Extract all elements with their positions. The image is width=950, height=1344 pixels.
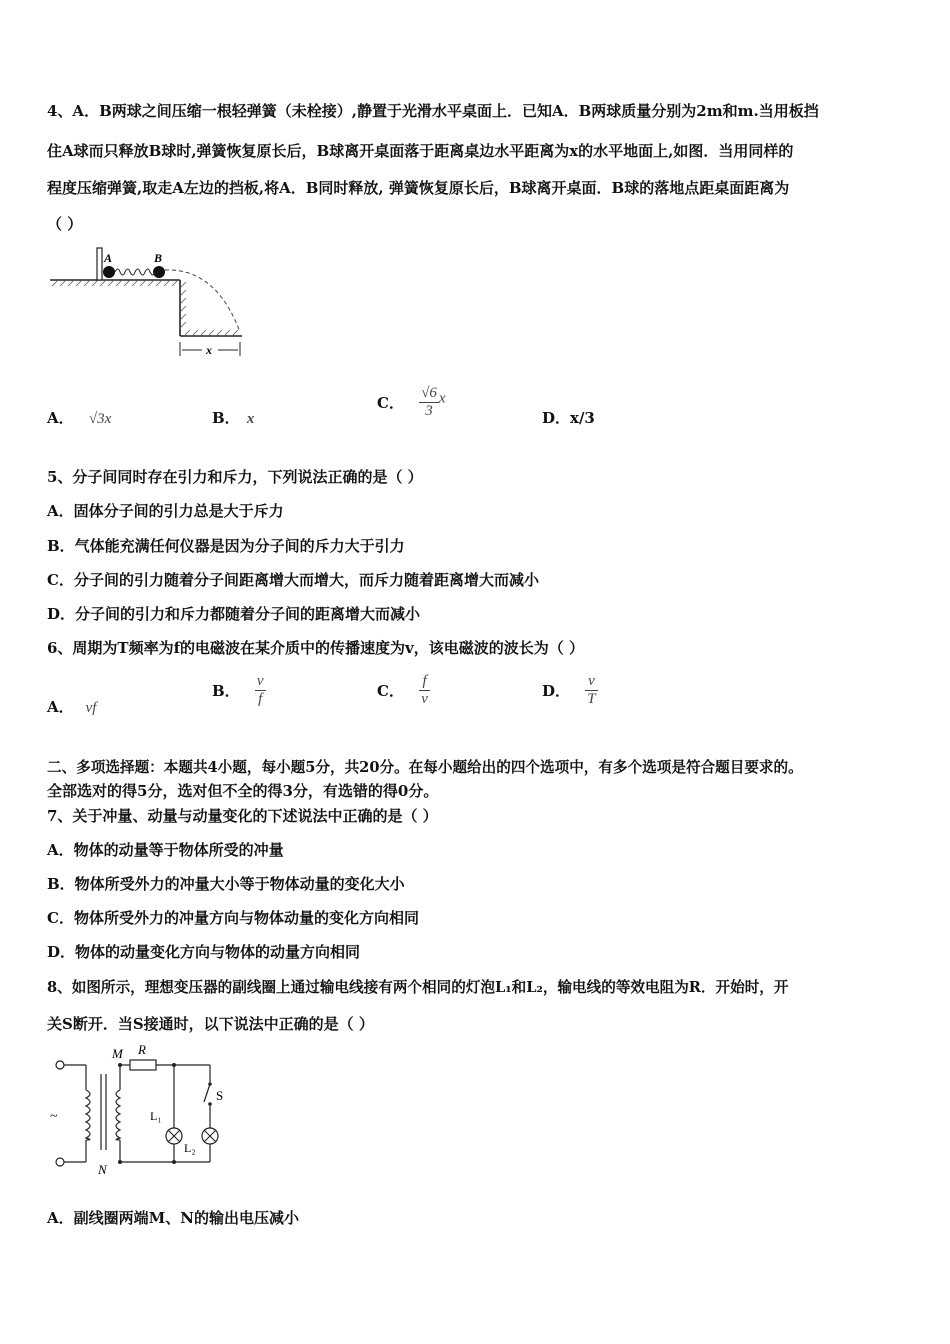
q7-option-c: C．物体所受外力的冲量方向与物体动量的变化方向相同 [47, 909, 419, 927]
q8-label-l2: L₂ [184, 1141, 196, 1155]
q4-option-a: A． √3x [47, 409, 112, 427]
q6-option-c: C． $\frac{f}{v}$ [377, 673, 428, 707]
q4-stem-line3: 程度压缩弹簧,取走A左边的挡板,将A．B同时释放, 弹簧恢复原长后，B球离开桌面．B球的落地点距桌面距离为 [47, 179, 790, 197]
q4-option-d: D．x/3 [542, 409, 595, 427]
q7-stem: 7、关于冲量、动量与动量变化的下述说法中正确的是（ ） [47, 807, 438, 825]
q8-circuit-figure [46, 1040, 236, 1180]
q4-label-a: A [104, 251, 113, 265]
q6-stem: 6、周期为T频率为f的电磁波在某介质中的传播速度为v，该电磁波的波长为（ ） [47, 639, 584, 657]
q7-option-b: B．物体所受外力的冲量大小等于物体动量的变化大小 [47, 875, 405, 893]
q8-ac-label: ~ [50, 1109, 58, 1124]
q4-stem-line1: 4、A．B两球之间压缩一根轻弹簧（未栓接）,静置于光滑水平桌面上．已知A．B两球质量分别为2m和m.当用板挡 [47, 102, 819, 120]
q5-option-d: D．分子间的引力和斥力都随着分子间的距离增大而减小 [47, 605, 421, 623]
q4-spring-figure [46, 240, 256, 360]
q8-option-a: A．副线圈两端M、N的输出电压减小 [47, 1209, 299, 1227]
q7-option-a: A．物体的动量等于物体所受的冲量 [47, 841, 284, 859]
q4-option-b: B． x [212, 409, 255, 427]
q6-option-a: A． vf [47, 698, 97, 716]
q4-stem-line2: 住A球而只释放B球时,弹簧恢复原长后，B球离开桌面落于距离桌边水平距离为x的水平地面上,如图．当用同样的 [47, 142, 794, 160]
q8-label-n: N [98, 1162, 107, 1177]
q8-stem-line2: 关S断开．当S接通时，以下说法中正确的是（ ） [47, 1015, 374, 1033]
q8-label-m: M [112, 1046, 123, 1061]
q8-label-r: R [138, 1042, 146, 1057]
q4-stem-line4: （ ） [47, 215, 83, 233]
q6-option-d: D． $\frac{v}{T}$ [542, 673, 596, 707]
section2-heading-line1: 二、多项选择题：本题共4小题，每小题5分，共20分。在每小题给出的四个选项中，有多个选项是符合题目要求的。 [47, 759, 803, 776]
q5-option-c: C．分子间的引力随着分子间距离增大而增大，而斥力随着距离增大而减小 [47, 571, 539, 589]
q8-label-s: S [216, 1088, 224, 1103]
section2-heading-line2: 全部选对的得5分，选对但不全的得3分，有选错的得0分。 [47, 782, 439, 800]
q8-label-l1: L₁ [150, 1109, 162, 1123]
q4-option-c: C． $\frac{√6}{3}$ x [377, 385, 446, 419]
q4-label-x: x [206, 343, 212, 357]
q5-option-b: B．气体能充满任何仪器是因为分子间的斥力大于引力 [47, 537, 405, 555]
q5-option-a: A．固体分子间的引力总是大于斥力 [47, 502, 284, 520]
q6-option-b: B． $\frac{v}{f}$ [212, 673, 264, 707]
q8-stem-line1: 8、如图所示，理想变压器的副线圈上通过输电线接有两个相同的灯泡L₁和L₂，输电线的等效电阻为R．开始时，开 [47, 979, 789, 996]
q5-stem: 5、分子间同时存在引力和斥力，下列说法正确的是（ ） [47, 468, 423, 486]
q4-label-b: B [154, 251, 163, 265]
q7-option-d: D．物体的动量变化方向与物体的动量方向相同 [47, 943, 361, 961]
